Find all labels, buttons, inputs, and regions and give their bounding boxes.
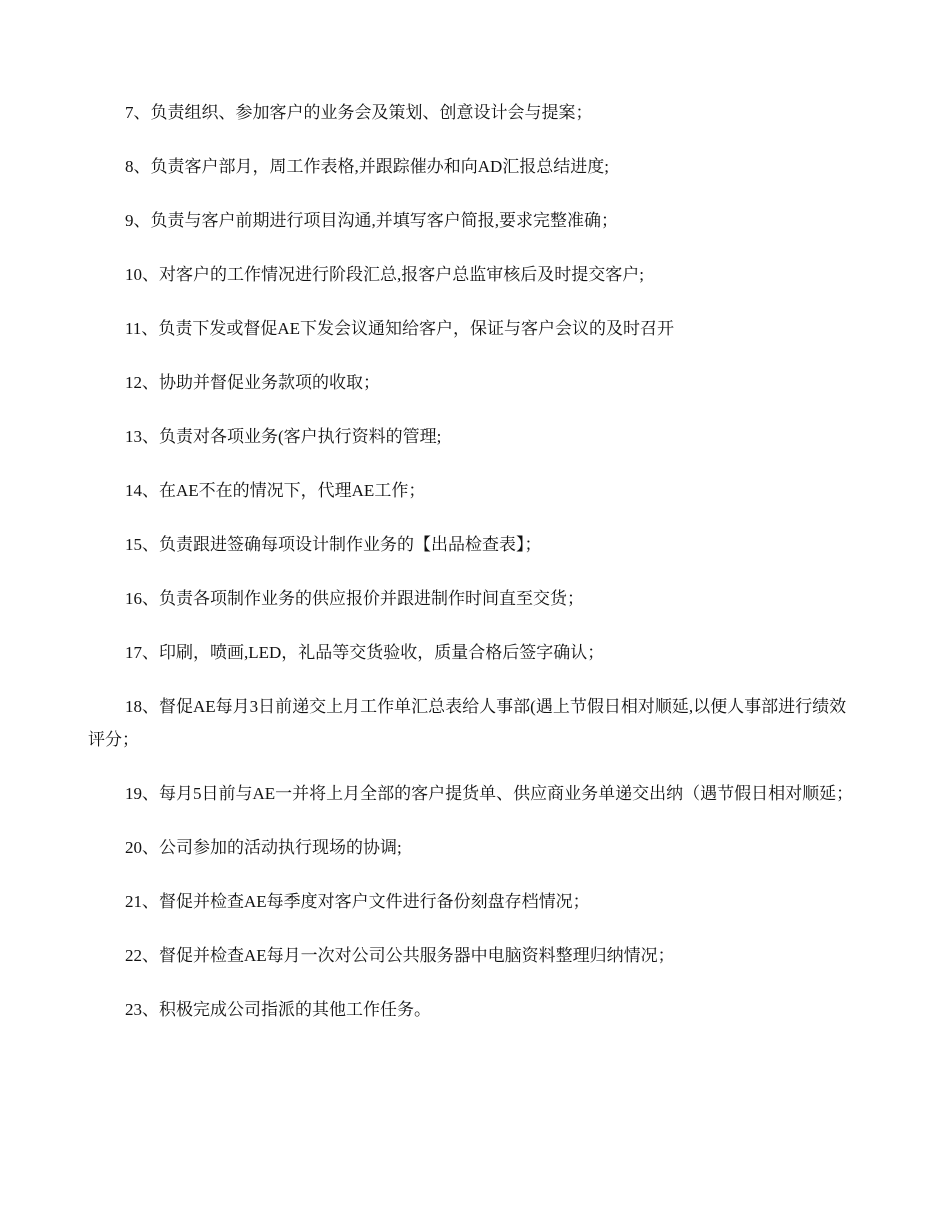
list-item: 12、协助并督促业务款项的收取； xyxy=(125,373,380,392)
list-item: 9、负责与客户前期进行项目沟通,并填写客户简报,要求完整准确； xyxy=(125,211,618,230)
list-item: 11、负责下发或督促AE下发会议通知给客户，保证与客户会议的及时召开 xyxy=(125,319,675,338)
list-item: 18、督促AE每月3日前递交上月工作单汇总表给人事部(遇上节假日相对顺延,以便人事部进行绩效评分； xyxy=(88,697,847,749)
document-body xyxy=(88,96,860,1047)
list-item: 8、负责客户部月，周工作表格,并跟踪催办和向AD汇报总结进度; xyxy=(125,157,610,176)
list-item: 14、在AE不在的情况下，代理AE工作； xyxy=(125,481,426,500)
list-item: 16、负责各项制作业务的供应报价并跟进制作时间直至交货； xyxy=(125,589,584,608)
list-item: 19、每月5日前与AE一并将上月全部的客户提货单、供应商业务单递交出纳（遇节假日相对顺延； xyxy=(125,784,854,803)
list-item: 21、督促并检查AE每季度对客户文件进行备份刻盘存档情况； xyxy=(125,892,590,911)
list-item: 23、积极完成公司指派的其他工作任务。 xyxy=(125,1000,431,1019)
list-item: 17、印刷，喷画,LED，礼品等交货验收，质量合格后签字确认； xyxy=(125,643,605,662)
list-item: 7、负责组织、参加客户的业务会及策划、创意设计会与提案； xyxy=(125,103,593,122)
list-item: 10、对客户的工作情况进行阶段汇总,报客户总监审核后及时提交客户; xyxy=(125,265,644,284)
list-item: 20、公司参加的活动执行现场的协调; xyxy=(125,838,402,857)
list-item: 15、负责跟进签确每项设计制作业务的【出品检查表】； xyxy=(125,535,542,554)
list-item: 13、负责对各项业务(客户执行资料的管理; xyxy=(125,427,442,446)
list-item: 22、督促并检查AE每月一次对公司公共服务器中电脑资料整理归纳情况； xyxy=(125,946,675,965)
